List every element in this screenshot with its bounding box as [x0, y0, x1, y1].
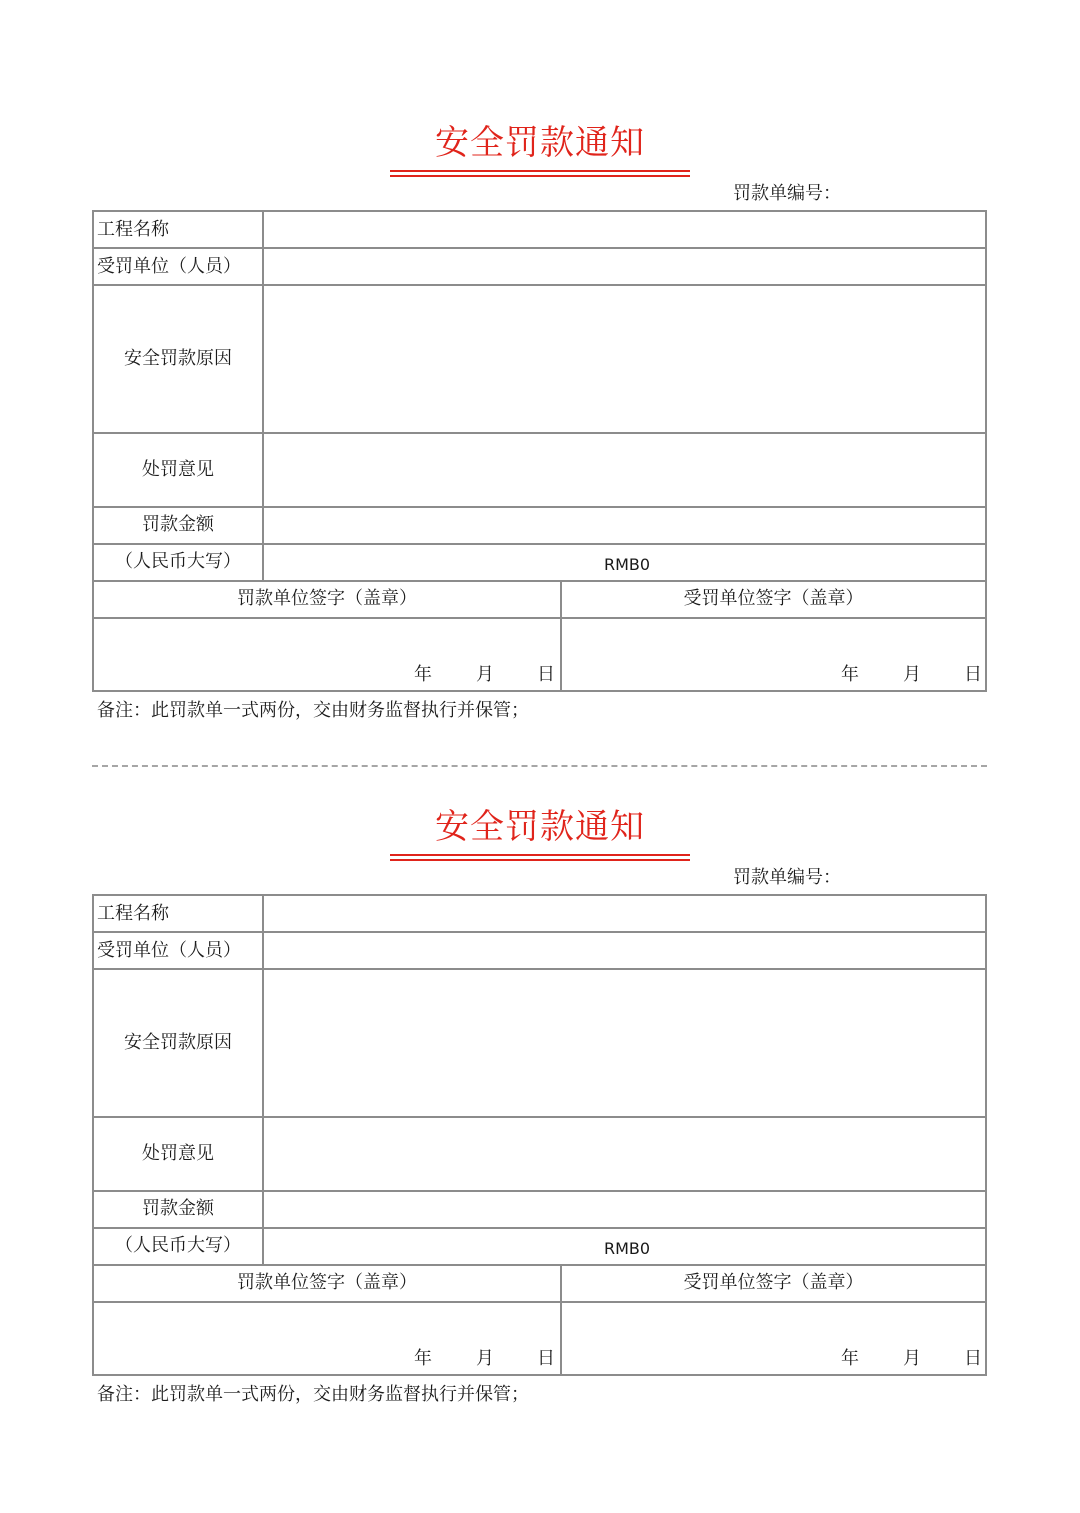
- receiver-date-month: 月: [903, 1348, 921, 1369]
- row-divider: [94, 968, 985, 970]
- amount-value[interactable]: RMB0: [604, 1239, 651, 1258]
- form-note: 备注：此罚款单一式两份，交由财务监督执行并保管；: [97, 1384, 529, 1405]
- amount-label: 罚款金额: [142, 1198, 214, 1219]
- receiver-signature-field[interactable]: [562, 624, 985, 690]
- amount-value[interactable]: RMB0: [604, 555, 651, 574]
- form-title: 安全罚款通知: [435, 807, 645, 847]
- project-name-field[interactable]: [264, 217, 985, 243]
- project-name-field[interactable]: [264, 901, 985, 927]
- reason-field[interactable]: [264, 976, 985, 1112]
- receiver-date-year: 年: [841, 1348, 859, 1369]
- serial-number-label: 罚款单编号：: [733, 867, 841, 888]
- row-divider: [94, 1301, 985, 1303]
- form-table: [92, 210, 987, 692]
- row-divider: [94, 1190, 985, 1192]
- receiver-signature-field[interactable]: [562, 1308, 985, 1374]
- reason-label: 安全罚款原因: [124, 348, 232, 369]
- issuer-date-month: 月: [476, 1348, 494, 1369]
- amount-capital-label: （人民币大写）: [115, 551, 241, 572]
- issuer-signature-label: 罚款单位签字（盖章）: [237, 1272, 417, 1293]
- fine-notice-form-1: [0, 0, 1080, 721]
- row-divider: [94, 284, 985, 286]
- receiver-signature-label: 受罚单位签字（盖章）: [683, 588, 864, 609]
- amount-label: 罚款金额: [142, 514, 214, 535]
- penalized-party-field[interactable]: [264, 254, 985, 280]
- opinion-label: 处罚意见: [142, 459, 214, 480]
- receiver-signature-label: 受罚单位签字（盖章）: [683, 1272, 864, 1293]
- row-divider: [94, 617, 985, 619]
- row-divider: [94, 1264, 985, 1266]
- reason-field[interactable]: [264, 292, 985, 428]
- project-name-label: 工程名称: [97, 219, 169, 240]
- amount-capital-label: （人民币大写）: [115, 1235, 241, 1256]
- form-note: 备注：此罚款单一式两份，交由财务监督执行并保管；: [97, 700, 529, 721]
- opinion-field[interactable]: [264, 1124, 985, 1186]
- amount-field[interactable]: [264, 1196, 985, 1222]
- row-divider: [94, 931, 985, 933]
- issuer-date-day: 日: [537, 1348, 555, 1369]
- fine-notice-form-2: [0, 684, 1080, 1405]
- issuer-date-day: 日: [537, 664, 555, 685]
- opinion-field[interactable]: [264, 440, 985, 502]
- form-table: [92, 894, 987, 1376]
- penalized-party-field[interactable]: [264, 938, 985, 964]
- issuer-signature-label: 罚款单位签字（盖章）: [237, 588, 417, 609]
- amount-field[interactable]: [264, 512, 985, 538]
- reason-label: 安全罚款原因: [124, 1032, 232, 1053]
- issuer-date-month: 月: [476, 664, 494, 685]
- row-divider: [94, 1116, 985, 1118]
- receiver-date-day: 日: [964, 664, 982, 685]
- project-name-label: 工程名称: [97, 903, 169, 924]
- row-divider: [94, 432, 985, 434]
- title-underline: [390, 859, 690, 861]
- row-divider: [94, 580, 985, 582]
- row-divider: [94, 506, 985, 508]
- receiver-date-day: 日: [964, 1348, 982, 1369]
- row-divider: [94, 247, 985, 249]
- opinion-label: 处罚意见: [142, 1143, 214, 1164]
- receiver-date-month: 月: [903, 664, 921, 685]
- title-underline: [390, 170, 690, 172]
- form-title: 安全罚款通知: [435, 123, 645, 163]
- issuer-date-year: 年: [414, 664, 432, 685]
- serial-number-label: 罚款单编号：: [733, 183, 841, 204]
- title-underline: [390, 175, 690, 177]
- penalized-party-label: 受罚单位（人员）: [97, 940, 241, 961]
- row-divider: [94, 543, 985, 545]
- penalized-party-label: 受罚单位（人员）: [97, 256, 241, 277]
- row-divider: [94, 1227, 985, 1229]
- title-underline: [390, 854, 690, 856]
- issuer-date-year: 年: [414, 1348, 432, 1369]
- receiver-date-year: 年: [841, 664, 859, 685]
